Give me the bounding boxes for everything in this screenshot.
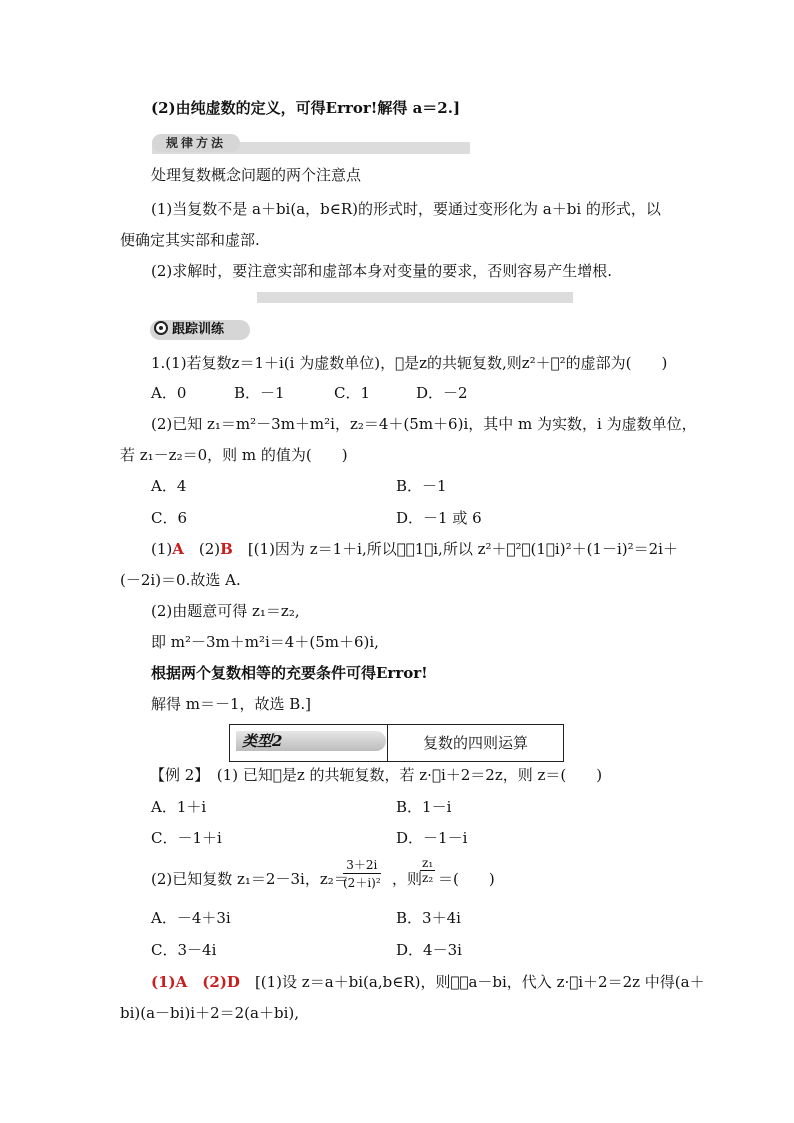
track-q1-option-a: A．0 (151, 384, 187, 402)
previous-solution-line: (2)由纯虚数的定义，可得Error!解得 a＝2.] (151, 99, 461, 117)
track-solution-3: 根据两个复数相等的充要条件可得Error! (151, 664, 428, 682)
example-q2-ratio-denominator: z₂ (422, 871, 434, 885)
example-answer-rest: [(1)设 z＝a＋bi(a,b∈R)，则􀆭＝a－bi，代入 z·􀆭i＋2＝2z 中得(a＋ (239, 973, 705, 991)
example-answer-line-2: bi)(a－bi)i＋2＝2(a＋bi), (120, 1004, 299, 1022)
track-answer-b: B (220, 540, 233, 558)
section-divider (257, 292, 573, 303)
track-answer-rest: [(1)因为 z＝1＋i,所以􀆭＝1－i,所以 z²＋􀆭²＝(1＋i)²＋(1－i)²＝2i＋ (232, 540, 678, 558)
example-q1-option-a: A．1＋i (151, 798, 207, 816)
track-question-1: 1.(1)若复数z＝1＋i(i 为虚数单位)，􀆭是z的共轭复数,则z²＋􀆭²的虚部为( ) (151, 354, 668, 372)
example-answer-line (151, 972, 705, 992)
track-answer-mid: (2) (183, 540, 221, 558)
track-answer-prefix: (1) (151, 540, 173, 558)
type-2-label: 类型2 (242, 732, 283, 750)
method-point-1: (1)当复数不是 a＋bi(a，b∈R)的形式时，要通过变形化为 a＋bi 的形式，以 (151, 200, 661, 218)
example-q1-option-c: C．－1＋i (151, 829, 222, 847)
track-solution-1: (2)由题意可得 z₁＝z₂, (151, 602, 300, 620)
example-question-2-post: ，则 (392, 870, 423, 888)
track-question-2: (2)已知 z₁＝m²－3m＋m²i，z₂＝4＋(5m＋6)i，其中 m 为实数，i 为虚数单位， (151, 415, 697, 433)
method-title: 处理复数概念问题的两个注意点 (151, 166, 362, 184)
example-question-2-pre: (2)已知复数 z₁＝2－3i，z₂＝ (151, 870, 349, 888)
example-q2-option-b: B．3＋4i (396, 909, 461, 927)
example-q2-fraction (343, 856, 381, 891)
track-answer-line (151, 539, 678, 559)
example-answer-mid: (2) (187, 973, 227, 991)
track-q1-option-c: C．1 (334, 384, 371, 402)
example-question-1: 【例 2】 (1) 已知􀆭是z 的共轭复数，若 z·􀆭i＋2＝2z，则 z＝( ) (150, 766, 603, 784)
target-icon (154, 321, 168, 335)
type-2-header (229, 724, 564, 762)
track-answer-a: A (172, 540, 184, 558)
example-q1-option-b: B．1－i (396, 798, 452, 816)
track-q1-option-b: B．－1 (234, 384, 285, 402)
type-2-label-band (236, 731, 386, 751)
type-2-title: 复数的四则运算 (422, 734, 528, 752)
example-q1-option-d: D．－1－i (396, 829, 468, 847)
track-q2-option-d: D．－1 或 6 (396, 509, 482, 527)
example-q2-denominator: (2＋i)² (343, 876, 381, 890)
example-q2-numerator: 3＋2i (343, 856, 381, 874)
method-point-1-cont: 便确定其实部和虚部. (120, 231, 260, 249)
example-q2-ratio (420, 856, 435, 885)
example-q2-ratio-numerator: z₁ (422, 856, 434, 870)
example-q2-option-d: D．4－3i (396, 941, 462, 959)
track-question-2-cont: 若 z₁－z₂＝0，则 m 的值为( ) (120, 446, 348, 464)
example-q2-option-c: C．3－4i (151, 941, 217, 959)
track-q2-option-a: A．4 (151, 477, 187, 495)
track-solution-4: 解得 m＝－1，故选 B.] (151, 695, 311, 713)
track-tag (150, 320, 250, 340)
example-answer-prefix: (1) (151, 973, 176, 991)
method-point-2: (2)求解时，要注意实部和虚部本身对变量的要求，否则容易产生增根. (151, 262, 613, 280)
track-answer-line-2: (－2i)＝0.故选 A. (120, 571, 241, 589)
track-q1-option-d: D．－2 (416, 384, 468, 402)
example-q2-option-a: A．－4＋3i (151, 909, 231, 927)
example-question-2-end: ＝( ) (438, 870, 495, 888)
track-q2-option-b: B．－1 (396, 477, 447, 495)
track-q2-option-c: C．6 (151, 509, 188, 527)
method-tag: 规律方法 (152, 134, 240, 152)
track-solution-2: 即 m²－3m＋m²i＝4＋(5m＋6)i, (151, 633, 379, 651)
example-answer-b: D (226, 973, 240, 991)
track-tag-label: 跟踪训练 (172, 322, 225, 337)
example-answer-a: A (175, 973, 188, 991)
